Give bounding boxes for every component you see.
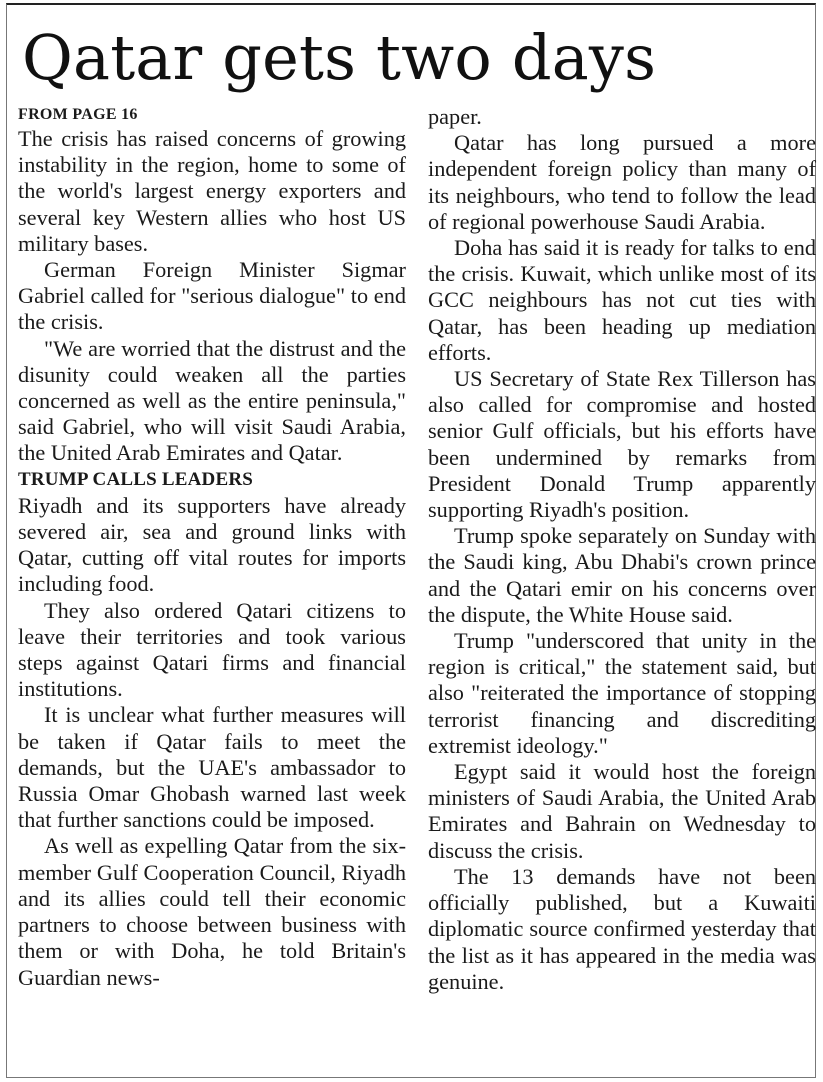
paragraph: German Foreign Minister Sigmar Gabriel called for "serious dialogue" to end the crisis. [18, 257, 406, 335]
article-headline: Qatar gets two days [22, 21, 657, 94]
paragraph: Trump "underscored that unity in the region is critical," the statement said, but also "reiterated the importance of stopping terrorist financing and discrediting extremist ideology." [428, 628, 816, 758]
section-subhead: TRUMP CALLS LEADERS [18, 468, 254, 490]
paragraph: "We are worried that the distrust and the disunity could weaken all the parties concerned as well as the entire peninsula," said Gabriel, who will visit Saudi Arabia, the United Arab Emirates and Qatar. [18, 335, 406, 466]
paragraph: The crisis has raised concerns of growing instability in the region, home to some of the world's largest energy exporters and several key Western allies who host US military bases. [18, 126, 406, 256]
paragraph: They also ordered Qatari citizens to leave their territories and took various steps against Qatari firms and financial institutions. [18, 597, 406, 702]
paragraph: Riyadh and its supporters have already severed air, sea and ground links with Qatar, cutting off vital routes for imports including food. [18, 492, 406, 597]
paragraph: The 13 demands have not been officially published, but a Kuwaiti diplomatic source confirmed yesterday that the list as it has appeared in the media was genuine. [428, 863, 816, 994]
paragraph: It is unclear what further measures will be taken if Qatar fails to meet the demands, but the UAE's ambassador to Russia Omar Ghobash warned last week that further sanctions could be imposed. [18, 702, 406, 833]
continuation-line: FROM PAGE 16 [18, 106, 138, 123]
paragraph: Trump spoke separately on Sunday with the Saudi king, Abu Dhabi's crown prince and the Qatari emir on his concerns over the dispute, the White House said. [428, 523, 816, 627]
paragraph: Qatar has long pursued a more independent foreign policy than many of its neighbours, who tend to follow the lead of regional powerhouse Saudi Arabia. [428, 130, 816, 234]
article-column-left [18, 104, 406, 991]
article-column-right [428, 104, 816, 995]
paragraph: paper. [428, 104, 482, 129]
paragraph: US Secretary of State Rex Tillerson has also called for compromise and hosted senior Gulf officials, but his efforts have been undermined by remarks from President Donald Trump apparently supporting Riyadh's position. [428, 366, 816, 523]
paragraph: As well as expelling Qatar from the six-member Gulf Cooperation Council, Riyadh and its allies could tell their economic partners to choose between business with them or with Doha, he told Britain's Guardian news- [18, 833, 406, 990]
paragraph: Egypt said it would host the foreign ministers of Saudi Arabia, the United Arab Emirates and Bahrain on Wednesday to discuss the crisis. [428, 759, 816, 863]
paragraph: Doha has said it is ready for talks to end the crisis. Kuwait, which unlike most of its GCC neighbours has not cut ties with Qatar, has been heading up mediation efforts. [428, 235, 816, 365]
